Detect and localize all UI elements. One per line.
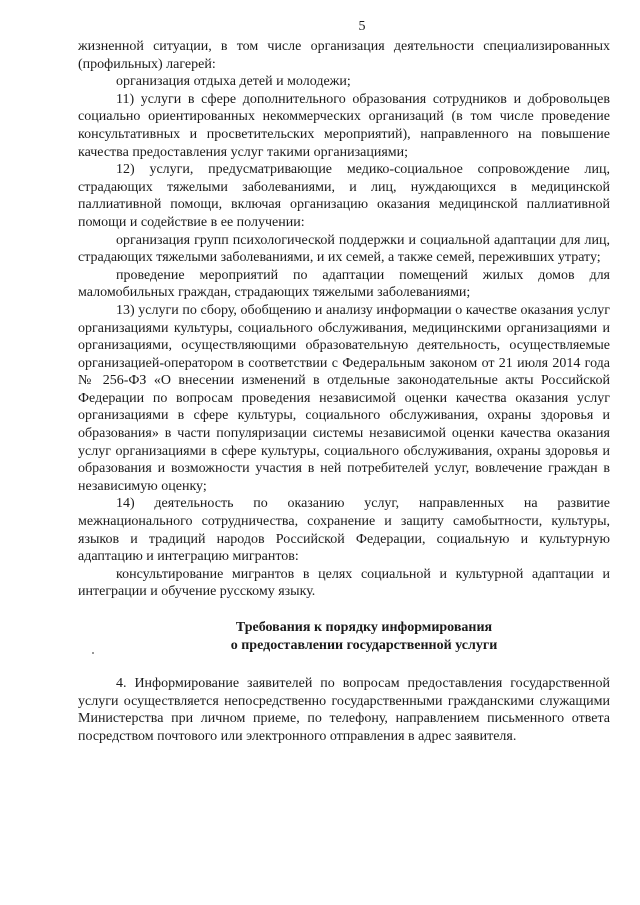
paragraph-continuation: жизненной ситуации, в том числе организация деятельности специализированных (профильных) лагерей: (78, 39, 610, 72)
section-heading (78, 619, 610, 655)
paragraph-recreation: организация отдыха детей и молодежи; (116, 74, 351, 90)
scan-speck (92, 652, 94, 654)
paragraph-item-4: 4. Информирование заявителей по вопросам предоставления государственной услуги осуществляется непосредственно государственными гражданскими служащими Министерства при личном приеме, по телефону, направлением письменного ответа посредством почтового или электронного отправления в адрес заявителя. (78, 676, 610, 744)
paragraph-item-14: 14) деятельность по оказанию услуг, направленных на развитие межнационального сотрудничества, сохранение и защиту самобытности, культуры, языков и традиций народов Российской Федерации, социальную и культурную адаптацию и интеграцию мигрантов: (78, 496, 610, 565)
section-heading-line-2: о предоставлении государственной услуги (230, 638, 498, 653)
paragraph-item-11: 11) услуги в сфере дополнительного образования сотрудников и добровольцев социально ориентированных некоммерческих организаций (в том числе проведение консультативных и просветительских мероприятий), направленного на повышение качества предоставления услуг такими организациями; (78, 91, 610, 160)
page-number: 5 (358, 19, 366, 34)
paragraph-item-12: 12) услуги, предусматривающие медико-социальное сопровождение лиц, страдающих тяжелыми заболеваниями, и лиц, нуждающихся в медицинской паллиативной помощи, включая организацию оказания медицинской паллиативной помощи и содействие в ее получении: (78, 162, 610, 230)
paragraph-housing-adaptation: проведение мероприятий по адаптации помещений жилых домов для маломобильных граждан, страдающих тяжелыми заболеваниями; (78, 267, 610, 301)
section-heading-line-1: Требования к порядку информирования (235, 620, 493, 635)
paragraph-support-groups: организация групп психологической поддержки и социальной адаптации для лиц, страдающих тяжелыми заболеваниями, и их семей, а также семей, переживших утрату; (78, 232, 610, 266)
paragraph-item-13: 13) услуги по сбору, обобщению и анализу информации о качестве оказания услуг организациями культуры, социального обслуживания, медицинскими организациями и организациями, осуществляющими образовательную деятельность, осуществляемые организацией-оператором в соответствии с Федеральным законом от 21 июля 2014 года № 256-ФЗ «О внесении изменений в отдельные законодательные акты Российской Федерации по вопросам проведения независимой оценки качества оказания услуг организациями в сфере культуры, социального обслуживания, охраны здоровья и образования» в части популяризации системы независимой оценки качества оказания услуг организациями в сфере культуры, социального обслуживания, охраны здоровья и образования и возможности участия в ней потребителей услуг, вовлечение граждан в независимую оценку; (78, 302, 610, 494)
paragraph-migrant-consulting: консультирование мигрантов в целях социальной и культурной адаптации и интеграции и обучение русскому языку. (78, 566, 610, 600)
